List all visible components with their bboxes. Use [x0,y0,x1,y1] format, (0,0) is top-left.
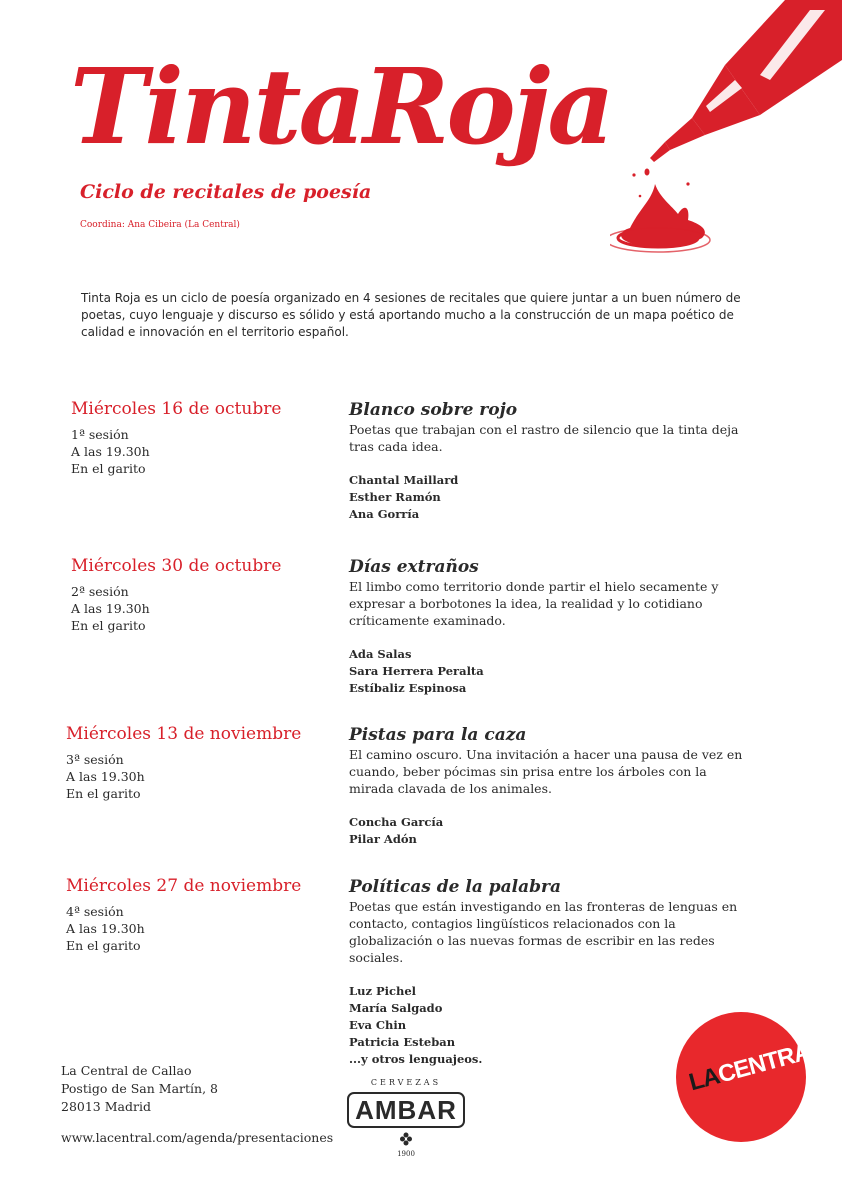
session-content [349,556,749,697]
venue-address [61,1062,218,1116]
event-title: TintaRoja [70,45,612,168]
poet-name: María Salgado [349,1001,443,1015]
poet-name: Ana Gorría [349,507,420,521]
session-details [66,903,145,954]
poet-name: Estíbaliz Espinosa [349,681,467,695]
session-date: Miércoles 13 de noviembre [66,724,302,744]
fountain-pen-ink-drop-icon [610,0,842,260]
poet-name: Chantal Maillard [349,473,459,487]
event-subtitle: Ciclo de recitales de poesía [80,181,372,203]
session-place: En el garito [71,618,146,633]
poet-name: Sara Herrera Peralta [349,664,484,678]
logo-wordmark [686,1034,827,1097]
coordinator-credit: Coordina: Ana Cibeira (La Central) [80,220,240,230]
session-content [349,399,749,523]
session-description: Poetas que trabajan con el rastro de silencio que la tinta deja tras cada idea. [349,422,739,454]
session-place: En el garito [66,938,141,953]
session-content [349,724,749,848]
poet-name: Esther Ramón [349,490,441,504]
session-time: A las 19.30h [71,444,150,459]
website-link[interactable]: www.lacentral.com/agenda/presentaciones [61,1130,334,1145]
sponsor-top-text: CERVEZAS [370,1078,442,1087]
la-central-logo [676,1012,827,1142]
sponsor-name: AMBAR [347,1092,465,1128]
session-time: A las 19.30h [71,601,150,616]
intro-paragraph: Tinta Roja es un ciclo de poesía organizado en 4 sesiones de recitales que quiere juntar a un buen número de poetas, cuyo lenguaje y discurso es sólido y está aportando mucho a la construcción de un mapa poético de calidad e innovación en el territorio español. [81,291,741,339]
session-number: 4ª sesión [66,904,124,919]
session-date: Miércoles 30 de octubre [71,556,282,576]
ambar-sponsor-logo [345,1078,467,1160]
poet-name: Concha García [349,815,444,829]
session-date: Miércoles 16 de octubre [71,399,282,419]
logo-central: CENTRAL [715,1034,827,1089]
session-title: Días extraños [349,557,479,577]
address-line: La Central de Callao [61,1063,192,1078]
sponsor-year: 1900 [397,1150,415,1158]
logo-la: LA [686,1062,723,1097]
address-line: 28013 Madrid [61,1099,151,1114]
poet-name: Patricia Esteban [349,1035,456,1049]
hops-icon [397,1130,415,1148]
poet-list [349,646,749,697]
session-number: 1ª sesión [71,427,129,442]
address-line: Postigo de San Martín, 8 [61,1081,218,1096]
session-description: El limbo como territorio donde partir el hielo secamente y expresar a borbotones la idea, la realidad y lo cotidiano críticamente examinado. [349,579,719,628]
session-place: En el garito [71,461,146,476]
session-title: Pistas para la caza [349,725,527,745]
poet-list [349,814,749,848]
poet-name: ...y otros lenguajeos. [349,1052,483,1066]
session-details [71,426,150,477]
poet-name: Ada Salas [349,647,412,661]
session-number: 2ª sesión [71,584,129,599]
session-time: A las 19.30h [66,921,145,936]
session-time: A las 19.30h [66,769,145,784]
session-title: Blanco sobre rojo [349,400,518,420]
session-details [71,583,150,634]
poet-name: Luz Pichel [349,984,417,998]
session-title: Políticas de la palabra [349,877,561,897]
poet-list [349,472,749,523]
session-place: En el garito [66,786,141,801]
session-date: Miércoles 27 de noviembre [66,876,302,896]
session-details [66,751,145,802]
session-description: El camino oscuro. Una invitación a hacer una pausa de vez en cuando, beber pócimas sin prisa entre los árboles con la mirada clavada de los animales. [349,747,743,796]
poet-name: Pilar Adón [349,832,417,846]
poet-name: Eva Chin [349,1018,407,1032]
session-number: 3ª sesión [66,752,124,767]
session-description: Poetas que están investigando en las fronteras de lenguas en contacto, contagios lingüísticos relacionados con la globalización o las nuevas formas de escribir en las redes sociales. [349,899,738,965]
